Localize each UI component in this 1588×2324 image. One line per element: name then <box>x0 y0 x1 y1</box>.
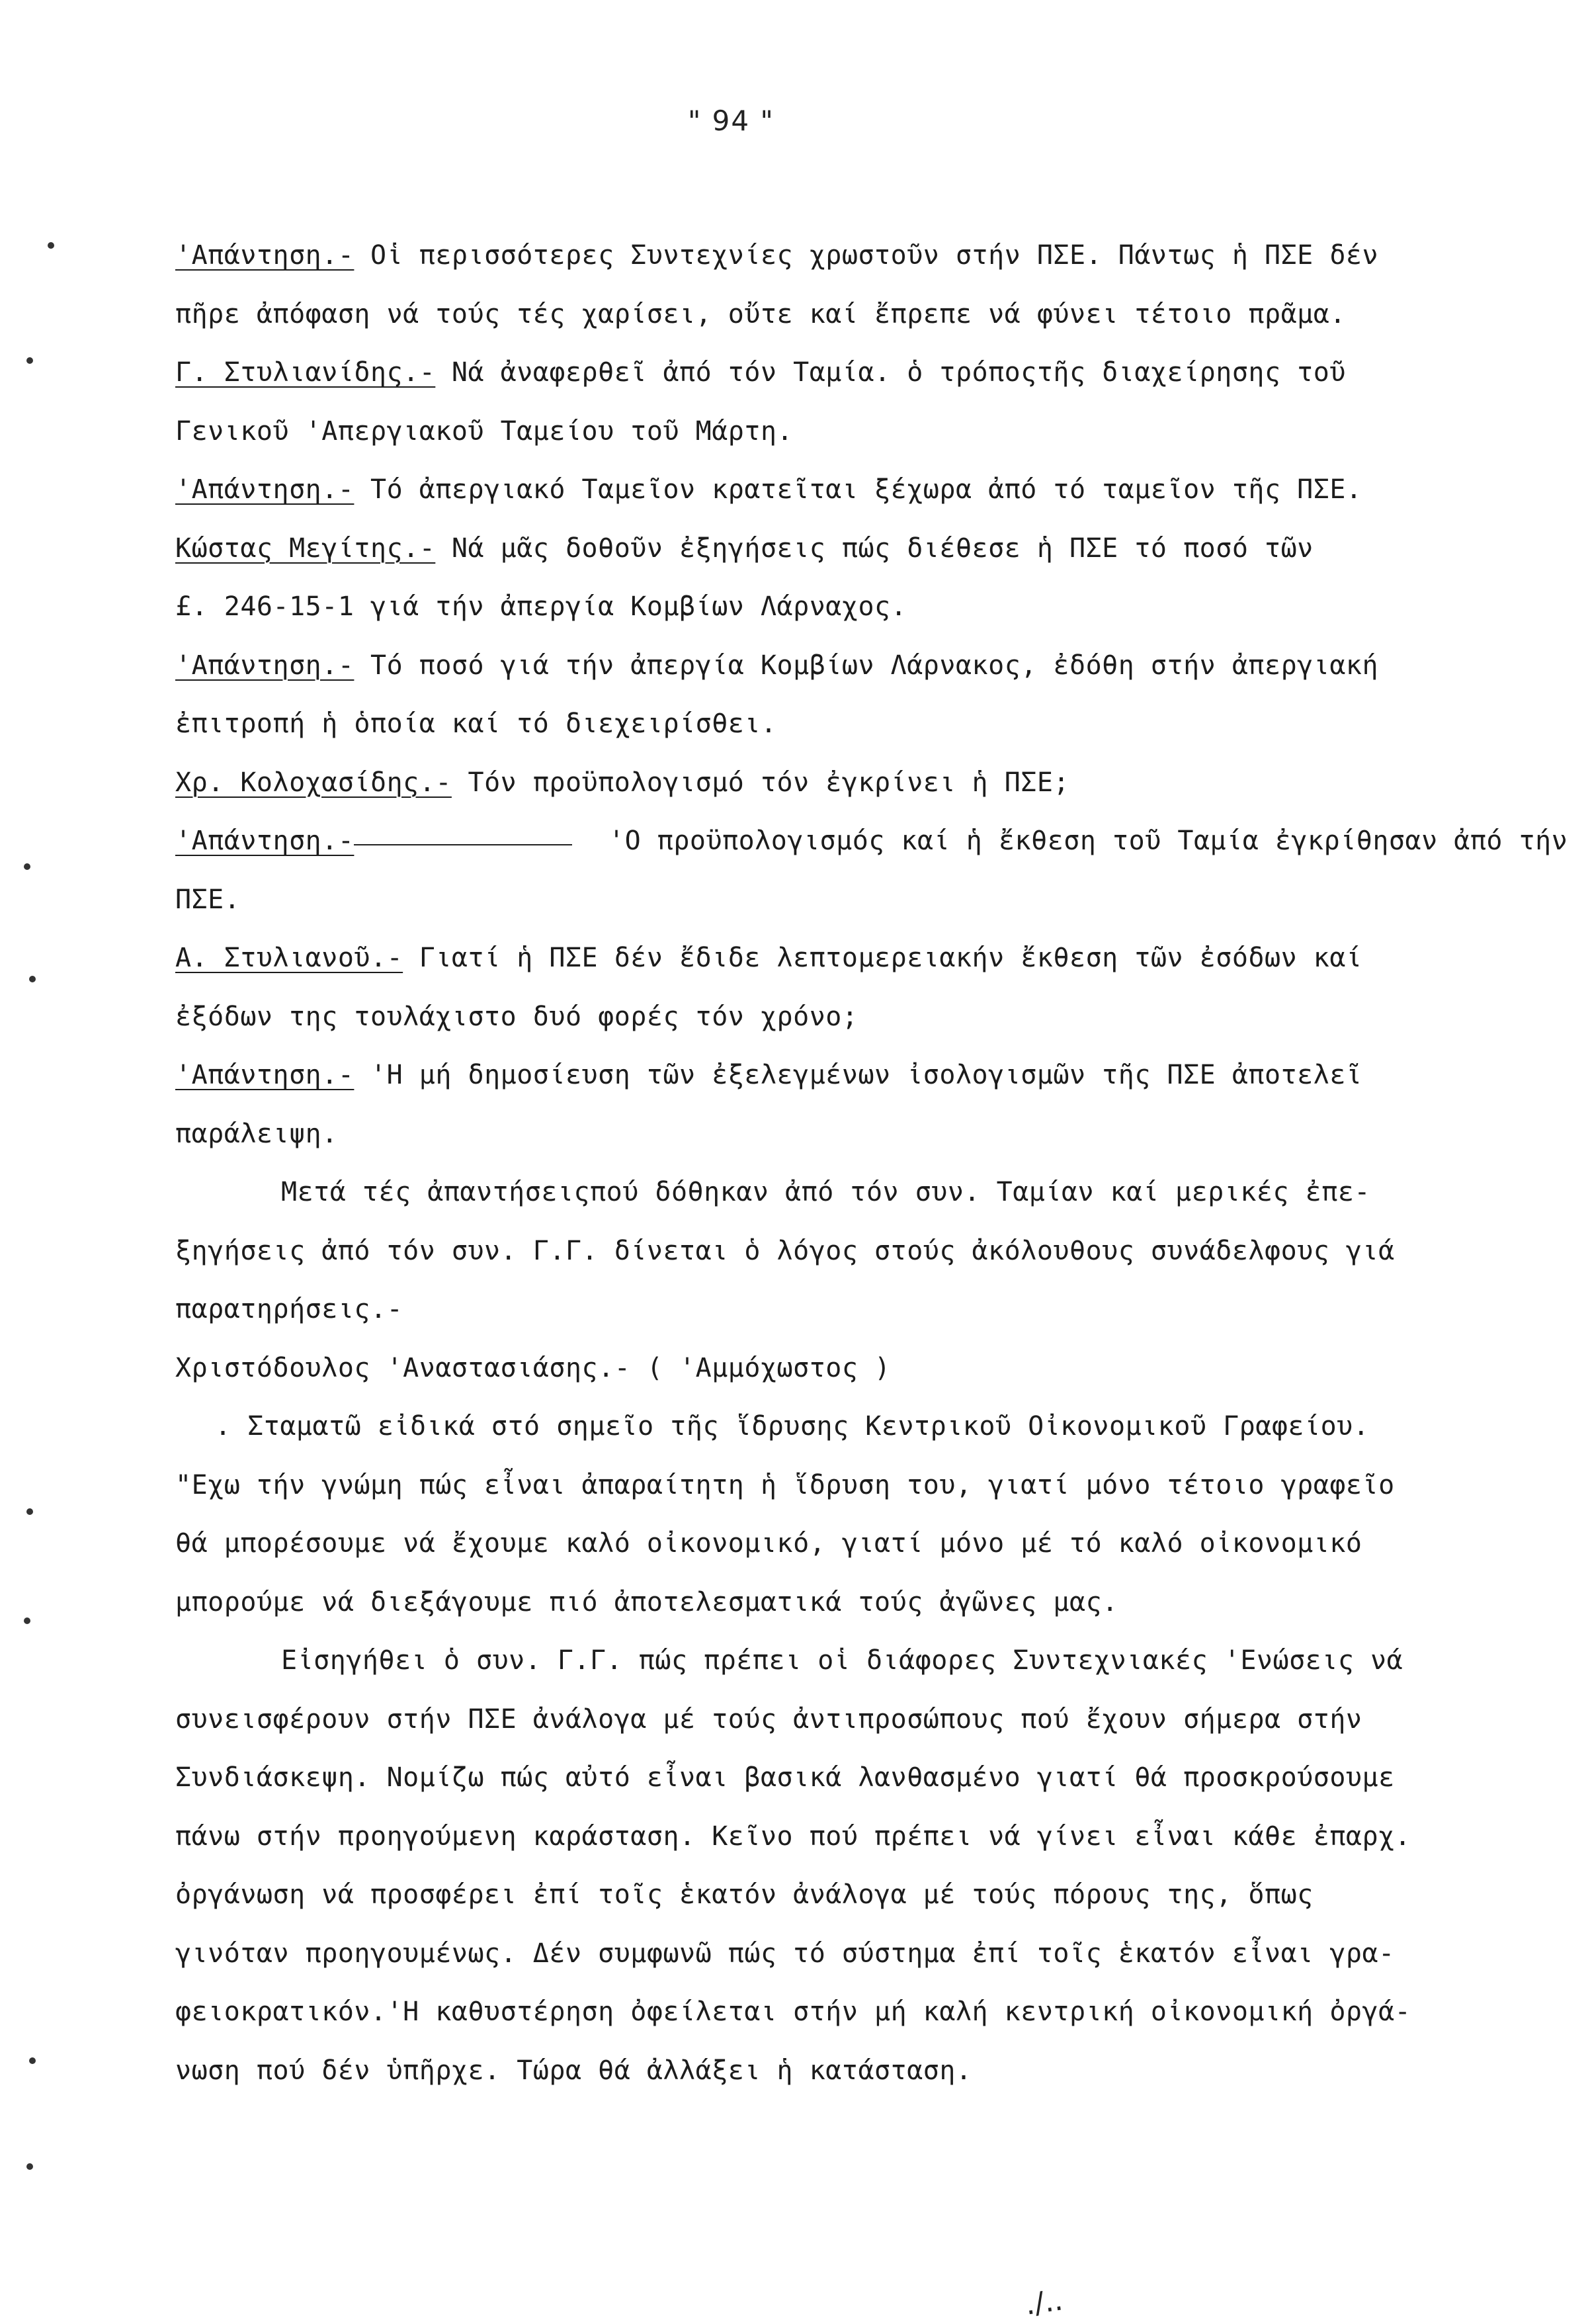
speaker-label: 'Απάντηση.- <box>175 1060 355 1090</box>
text-line: γινόταν προηγουμένως. Δέν συμφωνῶ πώς τό σύστημα ἐπί τοῖς ἑκατόν εἶναι γρα- <box>175 1938 1395 1969</box>
text-line: πῆρε ἀπόφαση νά τούς τές χαρίσει, οὔτε καί ἔπρεπε νά φύνει τέτοιο πρᾶμα. <box>175 298 1346 329</box>
text-line: Γενικοῦ 'Απεργιακοῦ Ταμείου τοῦ Μάρτη. <box>175 415 794 447</box>
text-line: 'Απάντηση.- Τό ποσό γιά τήν ἀπεργία Κομβίων Λάρνακος, ἐδόθη στήν ἀπεργιακή <box>175 650 1379 681</box>
text-line: ἐξόδων της τουλάχιστο δυό φορές τόν χρόνο; <box>175 1001 858 1032</box>
scan-speck <box>29 976 36 982</box>
text-line: Α. Στυλιανοῦ.- Γιατί ἡ ΠΣΕ δέν ἔδιδε λεπτομερειακήν ἔκθεση τῶν ἐσόδων καί <box>175 943 1362 973</box>
text-line: Κώστας Μεγίτης.- Νά μᾶς δοθοῦν ἐξηγήσεις πώς διέθεσε ἡ ΠΣΕ τό ποσό τῶν <box>175 533 1314 564</box>
text-line: . Σταματῶ εἰδικά στό σημεῖο τῆς ἵδρυσης Κεντρικοῦ Οἰκονομικοῦ Γραφείου. <box>215 1411 1370 1442</box>
text-line: 'Απάντηση.- Οἱ περισσότερες Συντεχνίες χρωστοῦν στήν ΠΣΕ. Πάντως ἡ ΠΣΕ δέν <box>175 240 1379 271</box>
speaker-label: Κώστας Μεγίτης.- <box>175 533 436 564</box>
text-line: Χρ. Κολοχασίδης.- Τόν προϋπολογισμό τόν ἐγκρίνει ἡ ΠΣΕ; <box>175 767 1070 798</box>
speaker-label: 'Απάντηση.- <box>175 240 355 271</box>
text-line: παρατηρήσεις.- <box>175 1294 403 1324</box>
underline-rule <box>354 844 572 845</box>
text-line: Συνδιάσκεψη. Νομίζω πώς αὐτό εἶναι βασικά λανθασμένο γιατί θά προσκρούσουμε <box>175 1762 1395 1793</box>
scan-speck <box>29 2057 36 2064</box>
continuation-mark: ./.. <box>1023 2283 1066 2322</box>
text-line: πάνω στήν προηγούμενη καράσταση. Κεῖνο πού πρέπει νά γίνει εἶναι κάθε ἐπαρχ. <box>175 1821 1411 1852</box>
text-line: παράλειψη. <box>175 1118 338 1149</box>
text-line: Χριστόδουλος 'Αναστασιάσης.- ( 'Αμμόχωστος ) <box>175 1352 891 1383</box>
speaker-label: Χρ. Κολοχασίδης.- <box>175 767 452 798</box>
scan-speck <box>26 2163 33 2170</box>
text-line: φειοκρατικόν.'Η καθυστέρηση ὀφείλεται στήν μή καλή κεντρική οἰκονομική ὀργά- <box>175 1997 1411 2027</box>
text-line: 'Απάντηση.- Τό ἀπεργιακό Ταμεῖον κρατεῖται ξέχωρα ἀπό τό ταμεῖον τῆς ΠΣΕ. <box>175 474 1362 505</box>
text-line: ἐπιτροπή ἡ ὁποία καί τό διεχειρίσθει. <box>175 709 777 739</box>
text-line: 'Απάντηση.- 'Ο προϋπολογισμός καί ἡ ἔκθεση τοῦ Ταμία ἐγκρίθησαν ἀπό τήν <box>175 826 1568 856</box>
speaker-label: Α. Στυλιανοῦ.- <box>175 943 403 973</box>
text-line: θά μπορέσουμε νά ἔχουμε καλό οἰκονομικό, γιατί μόνο μέ τό καλό οἰκονομικό <box>175 1528 1362 1559</box>
scan-speck <box>26 1508 33 1515</box>
text-line: ΠΣΕ. <box>175 884 241 915</box>
page-number: " 94 " <box>688 105 774 137</box>
text-line: Γ. Στυλιανίδης.- Νά ἀναφερθεῖ ἀπό τόν Ταμία. ὁ τρόποςτῆς διαχείρησης τοῦ <box>175 357 1346 388</box>
document-body <box>175 226 1568 2100</box>
text-line: ὀργάνωση νά προσφέρει ἐπί τοῖς ἑκατόν ἀνάλογα μέ τούς πόρους της, ὅπως <box>175 1879 1314 1910</box>
speaker-label: Γ. Στυλιανίδης.- <box>175 357 436 388</box>
text-line: "Εχω τήν γνώμη πώς εἶναι ἀπαραίτητη ἡ ἵδρυση του, γιατί μόνο τέτοιο γραφεῖο <box>175 1469 1395 1500</box>
scan-speck <box>24 1617 30 1624</box>
scan-speck <box>24 863 30 870</box>
speaker-label: 'Απάντηση.- <box>175 826 355 856</box>
text-line: μπορούμε νά διεξάγουμε πιό ἀποτελεσματικά τούς ἀγῶνες μας. <box>175 1586 1118 1617</box>
text-line: ξηγήσεις ἀπό τόν συν. Γ.Γ. δίνεται ὁ λόγος στούς ἀκόλουθους συνάδελφους γιά <box>175 1235 1395 1266</box>
text-line: Μετά τές ἀπαντήσειςπού δόθηκαν ἀπό τόν συν. Ταμίαν καί μερικές ἐπε- <box>281 1177 1370 1207</box>
text-line: Εἰσηγήθει ὁ συν. Γ.Γ. πώς πρέπει οἱ διάφορες Συντεχνιακές 'Ενώσεις νά <box>281 1645 1403 1676</box>
speaker-label: 'Απάντηση.- <box>175 474 355 505</box>
text-line: νωση πού δέν ὑπῆρχε. Τώρα θά ἀλλάξει ἡ κατάσταση. <box>175 2055 972 2086</box>
speaker-label: 'Απάντηση.- <box>175 650 355 681</box>
scan-speck <box>48 242 54 249</box>
scan-speck <box>26 357 33 364</box>
text-line: £. 246-15-1 γιά τήν ἀπεργία Κομβίων Λάρναχος. <box>175 591 907 622</box>
text-line: 'Απάντηση.- 'Η μή δημοσίευση τῶν ἐξελεγμένων ἰσολογισμῶν τῆς ΠΣΕ ἀποτελεῖ <box>175 1060 1362 1090</box>
text-line: συνεισφέρουν στήν ΠΣΕ ἀνάλογα μέ τούς ἀντιπροσώπους πού ἔχουν σήμερα στήν <box>175 1703 1362 1735</box>
